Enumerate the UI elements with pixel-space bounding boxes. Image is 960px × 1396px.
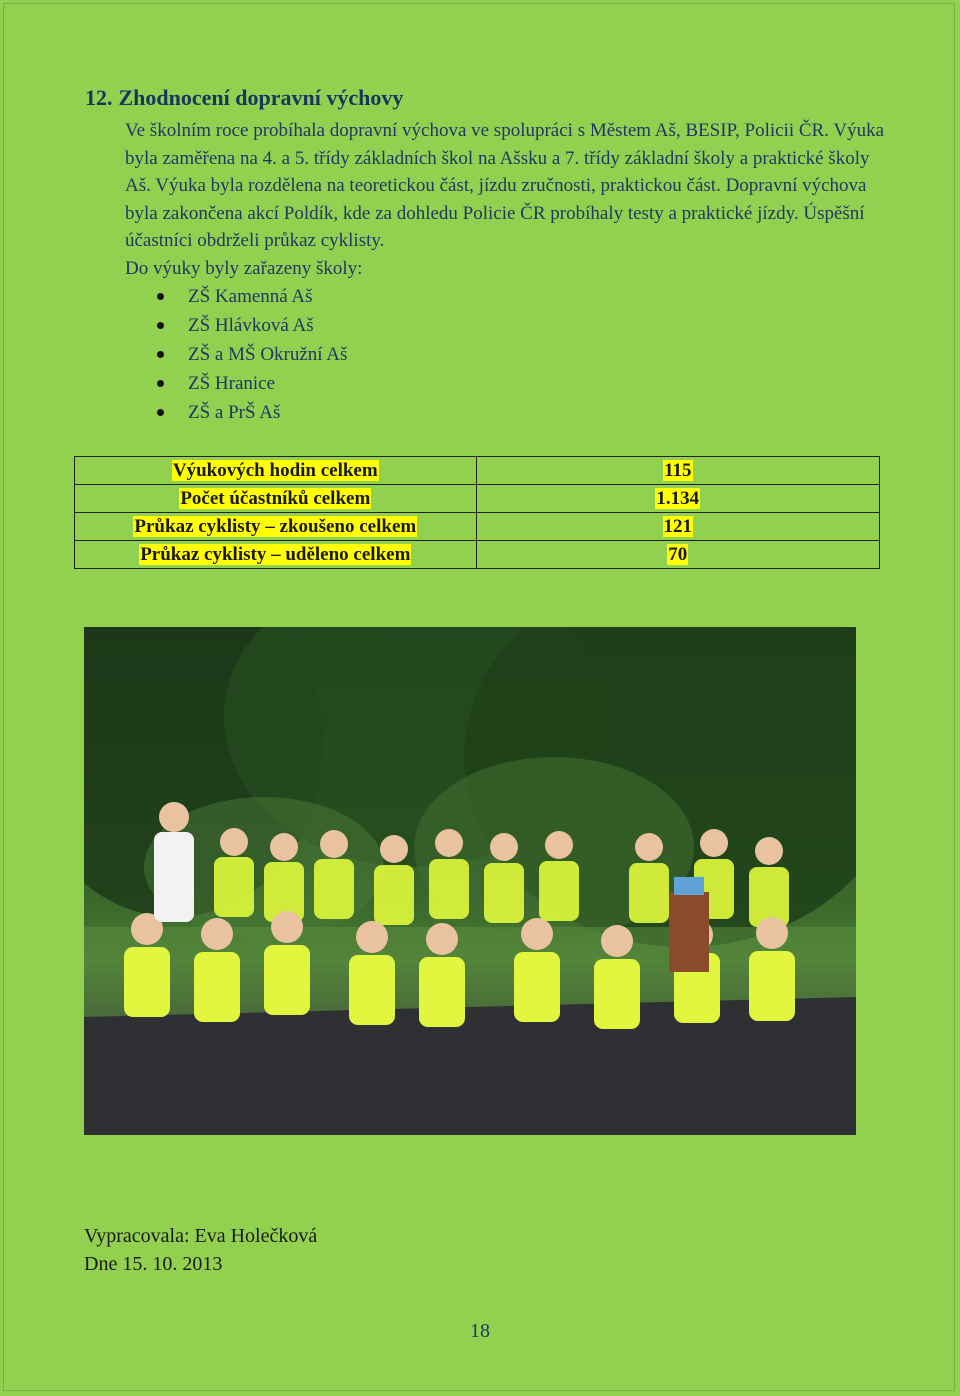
table-row [75,457,880,485]
bullet-icon [157,380,164,387]
school-name: ZŠ a PrŠ Aš [188,402,281,423]
bullet-icon [157,409,164,416]
schools-list [150,282,347,427]
stat-label-cell [75,457,477,485]
stat-label: Průkaz cyklisty – zkoušeno celkem [134,515,417,537]
section-number: 12. [85,85,113,110]
list-item [150,311,347,340]
schools-lead: Do výuky byly zařazeny školy: [125,257,363,279]
list-item [150,369,347,398]
group-photo [84,627,856,1135]
table-row [75,513,880,541]
bullet-icon [157,351,164,358]
table-row [75,541,880,569]
bullet-icon [157,293,164,300]
list-item [150,398,347,427]
bullet-icon [157,322,164,329]
stat-label: Počet účastníků celkem [180,487,371,509]
list-item [150,282,347,311]
stats-table [74,456,880,569]
school-name: ZŠ Hranice [188,373,276,394]
table-row [75,485,880,513]
intro-text [125,117,885,282]
stat-label-cell [75,513,477,541]
stat-value-cell [476,513,879,541]
intro-paragraph: Ve školním roce probíhala dopravní výchova ve spolupráci s Městem Aš, BESIP, Policii ČR. Výuka byla zaměřena na 4. a 5. třídy základních škol na Ašsku a 7. třídy základní školy a praktické školy Aš. Výuka byla rozdělena na teoretickou část, jízdu zručnosti, praktickou část. Dopravní výchova byla zakončena akcí Poldík, kde za dohledu Policie ČR probíhaly testy a praktické jízdy. Úspěšní účastníci obdrželi průkaz cyklisty. [125,120,885,251]
school-name: ZŠ a MŠ Okružní Aš [188,344,348,365]
stat-value-cell [476,485,879,513]
group-photo-icon [84,627,856,1135]
date-line: Dne 15. 10. 2013 [84,1253,223,1275]
stat-label: Výukových hodin celkem [172,459,378,481]
list-item [150,340,347,369]
stat-label-cell [75,541,477,569]
stat-value: 115 [664,459,692,481]
section-heading [85,85,403,111]
stat-value: 1.134 [656,487,700,509]
page-number: 18 [470,1320,490,1342]
section-title: Zhodnocení dopravní výchovy [118,85,404,110]
school-name: ZŠ Kamenná Aš [188,286,313,307]
school-name: ZŠ Hlávková Aš [188,315,314,336]
stat-value: 70 [668,543,688,565]
author-line: Vypracovala: Eva Holečková [84,1225,318,1247]
stat-label-cell [75,485,477,513]
stat-value-cell [476,457,879,485]
stat-value-cell [476,541,879,569]
footer [84,1222,317,1278]
stat-label: Průkaz cyklisty – uděleno celkem [140,543,411,565]
stat-value: 121 [663,515,693,537]
